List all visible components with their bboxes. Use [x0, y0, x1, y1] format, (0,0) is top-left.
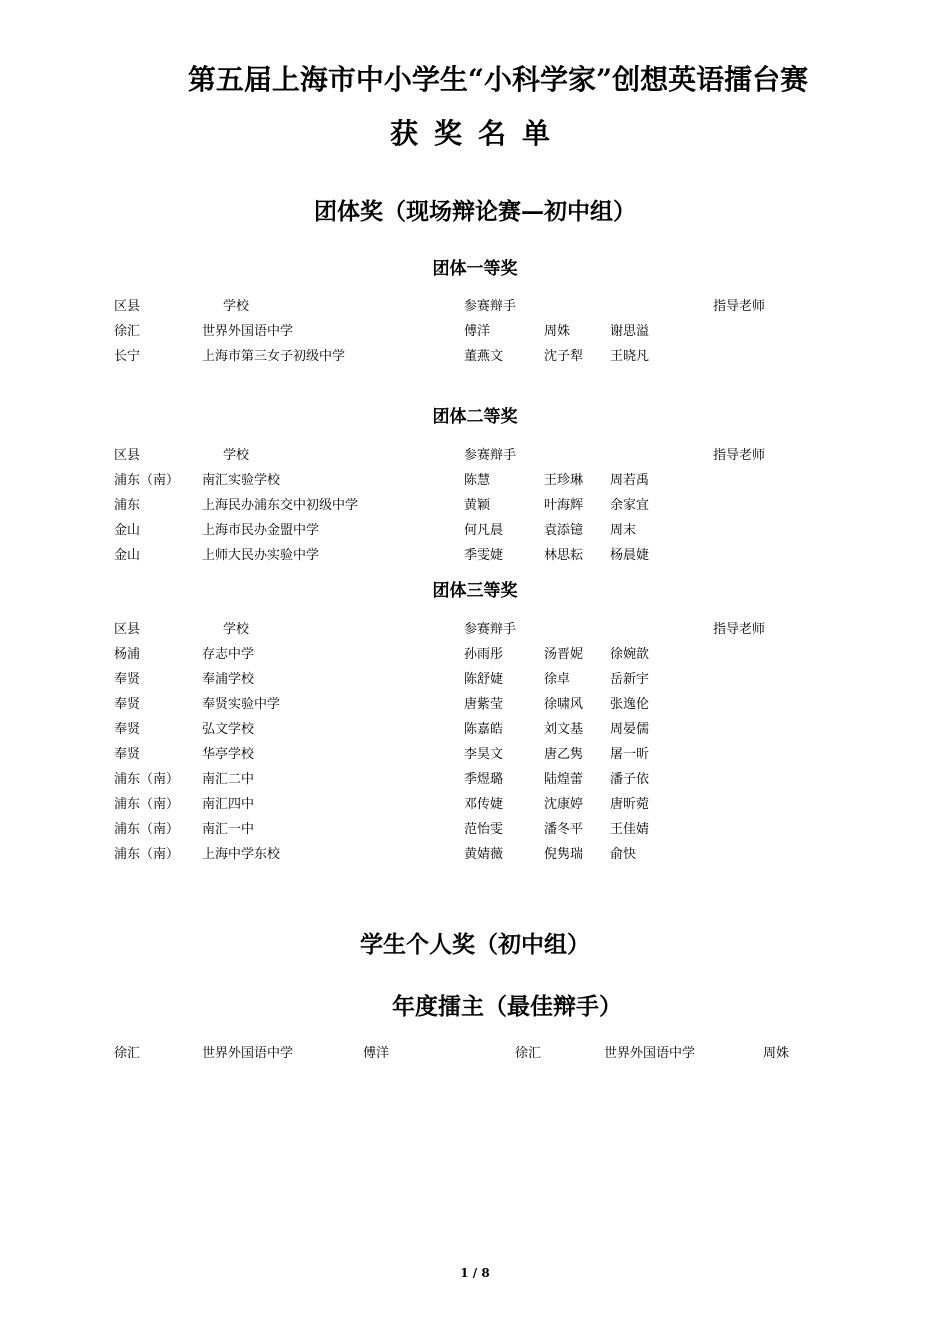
table-row	[0, 667, 950, 692]
school-cell: 上海中学东校	[202, 847, 281, 862]
table-header-row	[0, 294, 950, 319]
district-cell: 浦东（南）	[114, 473, 180, 488]
table-row	[0, 792, 950, 817]
debater-2-cell: 徐卓	[544, 672, 571, 687]
district-cell: 浦东（南）	[114, 797, 180, 812]
table-row	[0, 767, 950, 792]
district-cell: 长宁	[114, 349, 141, 364]
debater-2-cell: 王珍琳	[544, 473, 584, 488]
school-cell: 奉贤实验中学	[202, 697, 281, 712]
debater-3-cell: 徐婉歆	[610, 647, 650, 662]
district-cell: 浦东	[114, 498, 141, 513]
team-section-heading: 团体奖（现场辩论赛—初中组）	[314, 198, 636, 225]
debater-2-cell: 袁添镱	[544, 523, 584, 538]
debater-3-cell: 周晏儒	[610, 722, 650, 737]
table-row	[0, 319, 950, 344]
debater-1-cell: 傅洋	[464, 324, 491, 339]
debater-3-cell: 周末	[610, 523, 637, 538]
header-teacher: 指导老师	[713, 622, 766, 637]
debater-1-cell: 唐紫莹	[464, 697, 504, 712]
table-row	[0, 493, 950, 518]
debater-1-cell: 黄婧薇	[464, 847, 504, 862]
header-school: 学校	[223, 622, 250, 637]
school-cell: 奉浦学校	[202, 672, 255, 687]
debater-2-cell: 唐乙隽	[544, 747, 584, 762]
district-cell: 徐汇	[114, 324, 141, 339]
district-cell: 金山	[114, 523, 141, 538]
best-debater-district-1: 徐汇	[114, 1046, 141, 1061]
header-debaters: 参赛辩手	[464, 299, 517, 314]
third-prize-rows	[0, 642, 950, 867]
debater-1-cell: 孙雨彤	[464, 647, 504, 662]
best-debater-district-2: 徐汇	[515, 1046, 542, 1061]
table-row	[0, 692, 950, 717]
debater-1-cell: 季雯婕	[464, 548, 504, 563]
debater-2-cell: 林思耘	[544, 548, 584, 563]
best-debater-school-1: 世界外国语中学	[202, 1046, 294, 1061]
debater-3-cell: 王晓凡	[610, 349, 650, 364]
first-prize-rows	[0, 319, 950, 369]
second-prize-rows	[0, 468, 950, 568]
document-title: 第五届上海市中小学生“小科学家”创想英语擂台赛	[187, 63, 809, 96]
district-cell: 杨浦	[114, 647, 141, 662]
best-debater-name-1: 傅洋	[363, 1046, 390, 1061]
header-debaters: 参赛辩手	[464, 448, 517, 463]
table-header-row	[0, 443, 950, 468]
debater-1-cell: 季煜璐	[464, 772, 504, 787]
district-cell: 浦东（南）	[114, 772, 180, 787]
debater-3-cell: 杨晨婕	[610, 548, 650, 563]
district-cell: 浦东（南）	[114, 847, 180, 862]
debater-3-cell: 周若禹	[610, 473, 650, 488]
debater-2-cell: 徐啸风	[544, 697, 584, 712]
table-row	[0, 642, 950, 667]
district-cell: 奉贤	[114, 672, 141, 687]
district-cell: 浦东（南）	[114, 822, 180, 837]
second-prize-heading: 团体二等奖	[432, 407, 518, 427]
best-debater-row	[0, 1041, 950, 1066]
debater-2-cell: 汤晋妮	[544, 647, 584, 662]
school-cell: 南汇实验学校	[202, 473, 281, 488]
debater-1-cell: 陈慧	[464, 473, 491, 488]
debater-2-cell: 倪隽瑞	[544, 847, 584, 862]
table-row	[0, 742, 950, 767]
table-row	[0, 717, 950, 742]
school-cell: 华亭学校	[202, 747, 255, 762]
debater-1-cell: 邓传婕	[464, 797, 504, 812]
debater-2-cell: 陆煌蕾	[544, 772, 584, 787]
debater-1-cell: 李昊文	[464, 747, 504, 762]
second-prize-table	[0, 443, 950, 568]
third-prize-heading: 团体三等奖	[432, 581, 518, 601]
table-row	[0, 842, 950, 867]
school-cell: 上师大民办实验中学	[202, 548, 320, 563]
table-header-row	[0, 617, 950, 642]
page-number: 1 / 8	[460, 1266, 490, 1280]
table-row	[0, 344, 950, 369]
debater-3-cell: 俞快	[610, 847, 637, 862]
school-cell: 弘文学校	[202, 722, 255, 737]
header-school: 学校	[223, 299, 250, 314]
header-debaters: 参赛辩手	[464, 622, 517, 637]
debater-3-cell: 余家宜	[610, 498, 650, 513]
school-cell: 南汇一中	[202, 822, 255, 837]
debater-2-cell: 刘文基	[544, 722, 584, 737]
debater-3-cell: 张逸伦	[610, 697, 650, 712]
school-cell: 南汇二中	[202, 772, 255, 787]
table-row	[0, 543, 950, 568]
first-prize-table	[0, 294, 950, 369]
header-district: 区县	[114, 299, 141, 314]
school-cell: 存志中学	[202, 647, 255, 662]
district-cell: 奉贤	[114, 722, 141, 737]
debater-1-cell: 黄颖	[464, 498, 491, 513]
header-district: 区县	[114, 622, 141, 637]
header-teacher: 指导老师	[713, 448, 766, 463]
debater-3-cell: 屠一昕	[610, 747, 650, 762]
district-cell: 金山	[114, 548, 141, 563]
school-cell: 南汇四中	[202, 797, 255, 812]
school-cell: 世界外国语中学	[202, 324, 294, 339]
school-cell: 上海市第三女子初级中学	[202, 349, 346, 364]
debater-1-cell: 董燕文	[464, 349, 504, 364]
debater-3-cell: 岳新宇	[610, 672, 650, 687]
school-cell: 上海民办浦东交中初级中学	[202, 498, 359, 513]
third-prize-table	[0, 617, 950, 867]
best-debater-heading: 年度擂主（最佳辩手）	[392, 993, 622, 1020]
document-subtitle: 获奖名单	[389, 117, 566, 150]
school-cell: 上海市民办金盟中学	[202, 523, 320, 538]
first-prize-heading: 团体一等奖	[432, 259, 518, 279]
district-cell: 奉贤	[114, 697, 141, 712]
header-teacher: 指导老师	[713, 299, 766, 314]
debater-2-cell: 周姝	[544, 324, 571, 339]
debater-3-cell: 唐昕菀	[610, 797, 650, 812]
table-row	[0, 468, 950, 493]
debater-1-cell: 范怡雯	[464, 822, 504, 837]
individual-section-heading: 学生个人奖（初中组）	[360, 931, 590, 958]
district-cell: 奉贤	[114, 747, 141, 762]
debater-2-cell: 叶海辉	[544, 498, 584, 513]
debater-3-cell: 王佳婧	[610, 822, 650, 837]
debater-3-cell: 谢思溢	[610, 324, 650, 339]
debater-2-cell: 沈子犁	[544, 349, 584, 364]
table-row	[0, 518, 950, 543]
header-district: 区县	[114, 448, 141, 463]
header-school: 学校	[223, 448, 250, 463]
debater-1-cell: 何凡晨	[464, 523, 504, 538]
debater-2-cell: 潘冬平	[544, 822, 584, 837]
debater-1-cell: 陈舒婕	[464, 672, 504, 687]
best-debater-name-2: 周姝	[763, 1046, 790, 1061]
best-debater-school-2: 世界外国语中学	[604, 1046, 696, 1061]
debater-3-cell: 潘子依	[610, 772, 650, 787]
debater-1-cell: 陈嘉皓	[464, 722, 504, 737]
table-row	[0, 817, 950, 842]
debater-2-cell: 沈康婷	[544, 797, 584, 812]
